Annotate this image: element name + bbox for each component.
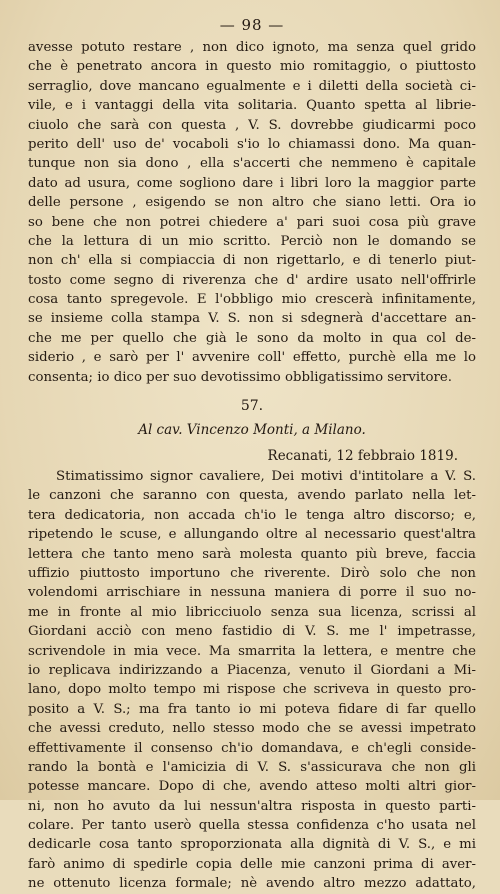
text-line: tosto come segno di riverenza che d' ardire usato nell'offrirle — [28, 272, 476, 288]
text-line: ciuolo che sarà con questa , V. S. dovrebbe giudicarmi poco — [28, 117, 476, 133]
letter-date: Recanati, 12 febbraio 1819. — [267, 448, 458, 465]
text-line: che è penetrato ancora in questo mio romitaggio, o piuttosto — [28, 59, 476, 75]
text-line: effettivamente il consenso ch'io domandava, e ch'egli conside- — [28, 740, 476, 756]
text-line: delle persone , esigendo se non altro che siano letti. Ora io — [28, 195, 476, 211]
page-number: — 98 — — [219, 16, 285, 34]
text-line: colare. Per tanto userò quella stessa confidenza c'ho usata nel — [28, 818, 476, 834]
text-line: perito dell' uso de' vocaboli s'io lo chiamassi dono. Ma quan- — [28, 136, 476, 152]
text-line: ne ottenuto licenza formale; nè avendo altro mezzo adattato, — [28, 876, 476, 892]
letter-body — [28, 467, 476, 894]
text-line: cosa tanto spregevole. E l'obbligo mio crescerà infinitamente, — [28, 292, 476, 308]
text-line: so bene che non potrei chiedere a' pari suoi cosa più grave — [28, 214, 476, 230]
letter-number: 57. — [240, 398, 264, 415]
text-line: serraglio, dove mancano egualmente e i diletti della società ci- — [28, 78, 476, 94]
text-line: potesse mancare. Dopo di che, avendo atteso molti altri gior- — [28, 779, 476, 795]
text-line: ni, non ho avuto da lui nessun'altra risposta in questo parti- — [28, 798, 476, 814]
text-line: rando la bontà e l'amicizia di V. S. s'assicurava che non gli — [28, 759, 476, 775]
text-line: dedicarle cosa tanto sproporzionata alla dignità di V. S., e mi — [28, 837, 476, 853]
text-line: che me per quello che già le sono da molto in qua col de- — [28, 330, 476, 346]
text-line: Stimatissimo signor cavaliere, Dei motivi d'intitolare a V. S. — [56, 469, 476, 485]
text-line: avesse potuto restare , non dico ignoto, ma senza quel grido — [28, 40, 476, 55]
letter-heading: Al cav. Vincenzo Monti, a Milano. — [138, 422, 366, 439]
text-line: dato ad usura, come sogliono dare i libri loro la maggior parte — [28, 175, 476, 191]
text-line: vile, e i vantaggi della vita solitaria. Quanto spetta al librie- — [28, 98, 476, 114]
text-line: lettera che tanto meno sarà molesta quanto più breve, faccia — [28, 546, 476, 562]
text-line: posito a V. S.; ma fra tanto io mi poteva fidare di far quello — [28, 701, 476, 717]
text-line: che la lettura di un mio scritto. Perciò non le domando se — [28, 233, 476, 249]
text-line: le canzoni che saranno con questa, avendo parlato nella let- — [28, 488, 476, 504]
text-line: io replicava indirizzando a Piacenza, venuto il Giordani a Mi- — [28, 662, 476, 678]
text-line: farò animo di spedirle copia delle mie canzoni prima di aver- — [28, 856, 476, 872]
text-line: tera dedicatoria, non accada ch'io le tenga altro discorso; e, — [28, 507, 476, 523]
text-line: ripetendo le scuse, e allungando oltre al necessario quest'altra — [28, 527, 476, 543]
text-line: non ch' ella si compiaccia di non rigettarlo, e di tenerlo piut- — [28, 253, 476, 269]
text-line: volendomi arrischiare in nessuna maniera di porre il suo no- — [28, 585, 476, 601]
text-line: se insieme colla stampa V. S. non si sdegnerà d'accettare an- — [28, 311, 476, 327]
text-line: lano, dopo molto tempo mi rispose che scriveva in questo pro- — [28, 682, 476, 698]
text-line: che avessi creduto, nello stesso modo che se avessi impetrato — [28, 721, 476, 737]
previous-letter-continuation — [28, 38, 476, 387]
text-line: consenta; io dico per suo devotissimo obbligatissimo servitore. — [28, 369, 452, 385]
text-line: siderio , e sarò per l' avvenire coll' effetto, purchè ella me lo — [28, 350, 476, 366]
text-line: me in fronte al mio libricciuolo senza sua licenza, scrissi al — [28, 604, 476, 620]
text-line: scrivendole in mia vece. Ma smarrita la lettera, e mentre che — [28, 643, 476, 659]
text-line: tunque non sia dono , ella s'accerti che nemmeno è capitale — [28, 156, 476, 172]
text-line: Giordani acciò con meno fastidio di V. S. me l' impetrasse, — [28, 624, 476, 640]
text-line: uffizio piuttosto importuno che riverente. Dirò solo che non — [28, 565, 476, 581]
